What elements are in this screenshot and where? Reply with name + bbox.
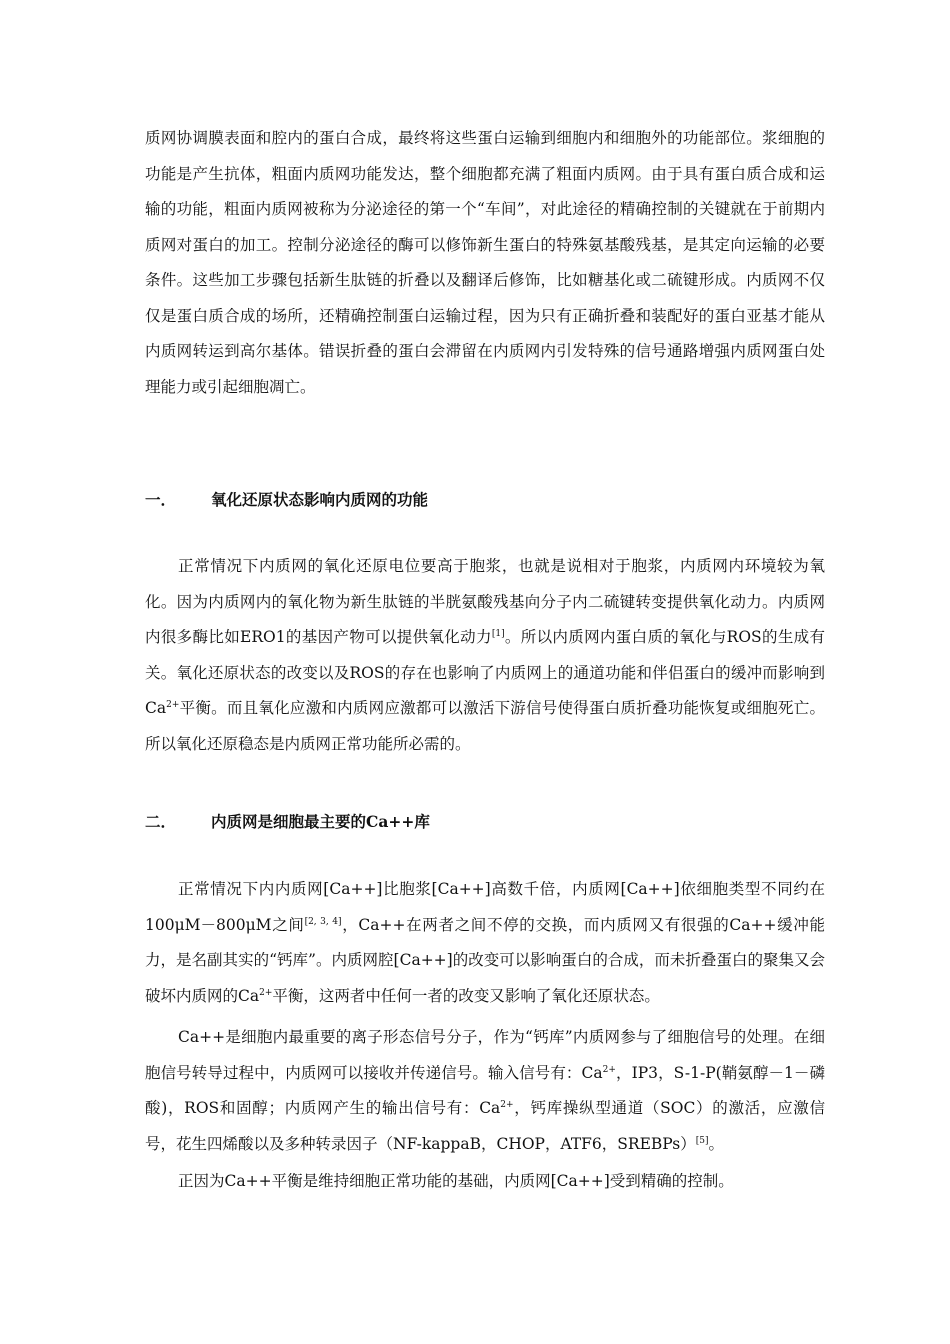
section-1-paragraph [145, 549, 825, 762]
section-2-p1-text-c: 平衡，这两者中任何一者的改变又影响了氧化还原状态。 [272, 986, 660, 1005]
intro-paragraph [145, 121, 825, 405]
section-2-p2-text-b: ，IP3，S-1-P(鞘氨醇－1－磷酸)，ROS和固醇；内质网产生的输出信号有：Ca [145, 1063, 825, 1117]
section-2-p1-text-a: 正常情况下内内质网[Ca++]比胞浆[Ca++]高数千倍，内质网[Ca++]依细胞类型不同约在100μM－800μM之间 [145, 880, 825, 934]
ca-superscript: 2+ [166, 700, 180, 710]
section-2-number: 二． [145, 812, 177, 831]
citation-1: [1] [491, 629, 505, 639]
section-1-number: 一． [145, 490, 177, 509]
section-2-paragraph-2 [145, 1020, 825, 1162]
ca-superscript: 2+ [602, 1064, 616, 1075]
section-1-text-a: 正常情况下内质网的氧化还原电位要高于胞浆，也就是说相对于胞浆，内质网内环境较为氧化。因为内质网内的氧化物为新生肽链的半胱氨酸残基向分子内二硫键转变提供氧化动力。内质网内很多酶比如ERO1的基因产物可以提供氧化动力 [145, 557, 825, 646]
section-2-p2-text-d: 。 [708, 1134, 725, 1153]
citation-5: [5] [695, 1135, 709, 1146]
section-2-paragraph-1 [145, 872, 825, 1014]
section-1-text-b: 。所以内质网内蛋白质的氧化与ROS的生成有关。氧化还原状态的改变以及ROS的存在也影响了内质网上的通道功能和伴侣蛋白的缓冲而影响到Ca [145, 628, 826, 717]
section-1-heading [145, 489, 428, 511]
section-2-p1-text-b: ，Ca++在两者之间不停的交换，而内质网又有很强的Ca++缓冲能力，是名副其实的“钙库”。内质网腔[Ca++]的改变可以影响蛋白的合成，而未折叠蛋白的聚集又会破坏内质网的Ca [145, 915, 825, 1005]
section-2-heading [145, 811, 430, 833]
section-1-title: 氧化还原状态影响内质网的功能 [211, 490, 429, 509]
ca-superscript: 2+ [500, 1100, 514, 1110]
section-1-text-c: 平衡。而且氧化应激和内质网应激都可以激活下游信号使得蛋白质折叠功能恢复或细胞死亡。所以氧化还原稳态是内质网正常功能所必需的。 [145, 699, 825, 753]
section-2-title: 内质网是细胞最主要的Ca++库 [211, 812, 430, 831]
section-2-p2-text-a: Ca++是细胞内最重要的离子形态信号分子，作为“钙库”内质网参与了细胞信号的处理。在细胞信号转导过程中，内质网可以接收并传递信号。输入信号有：Ca [145, 1028, 825, 1082]
section-2-paragraph-3 [145, 1164, 825, 1200]
ca-superscript: 2+ [259, 987, 273, 998]
citation-2-3-4: [2, 3, 4] [304, 916, 342, 927]
section-2-p2-text-c: ，钙库操纵型通道（SOC）的激活，应激信号，花生四烯酸以及多种转录因子（NF-kappaB，CHOP，ATF6，SREBPs） [145, 1099, 825, 1153]
section-2-p3-text: 正因为Ca++平衡是维持细胞正常功能的基础，内质网[Ca++]受到精确的控制。 [178, 1172, 734, 1190]
intro-text: 质网协调膜表面和腔内的蛋白合成，最终将这些蛋白运输到细胞内和细胞外的功能部位。浆细胞的功能是产生抗体，粗面内质网功能发达，整个细胞都充满了粗面内质网。由于具有蛋白质合成和运输的功能，粗面内质网被称为分泌途径的第一个“车间”，对此途径的精确控制的关键就在于前期内质网对蛋白的加工。控制分泌途径的酶可以修饰新生蛋白的特殊氨基酸残基，是其定向运输的必要条件。这些加工步骤包括新生肽链的折叠以及翻译后修饰，比如糖基化或二硫键形成。内质网不仅仅是蛋白质合成的场所，还精确控制蛋白运输过程，因为只有正确折叠和装配好的蛋白亚基才能从内质网转运到高尔基体。错误折叠的蛋白会滞留在内质网内引发特殊的信号通路增强内质网蛋白处理能力或引起细胞凋亡。 [145, 129, 825, 396]
